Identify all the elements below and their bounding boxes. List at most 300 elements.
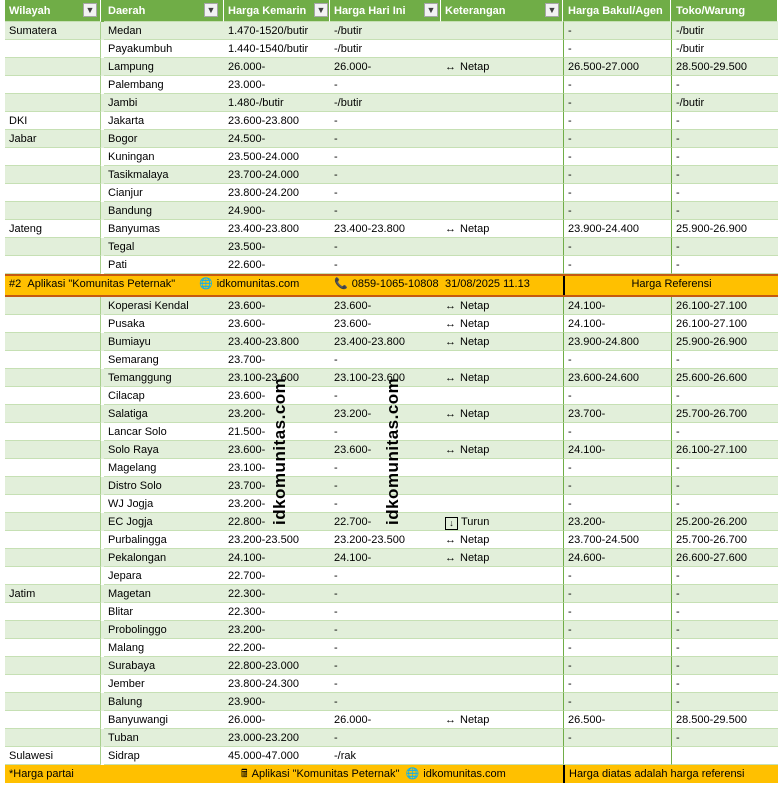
cell-harga-kemarin[interactable]: 26.000- xyxy=(224,711,330,729)
cell-harga-bakul[interactable]: - xyxy=(563,238,671,256)
cell-daerah[interactable]: Tuban xyxy=(104,729,224,747)
cell-toko-warung[interactable]: 25.600-26.600 xyxy=(671,369,778,387)
cell-harga-hari-ini[interactable]: - xyxy=(330,202,441,220)
cell-wilayah[interactable] xyxy=(5,333,101,351)
cell-harga-bakul[interactable]: 24.100- xyxy=(563,441,671,459)
cell-harga-bakul[interactable]: - xyxy=(563,351,671,369)
cell-harga-hari-ini[interactable]: - xyxy=(330,495,441,513)
cell-keterangan[interactable] xyxy=(441,94,563,112)
cell-harga-bakul[interactable]: - xyxy=(563,729,671,747)
cell-toko-warung[interactable]: 26.100-27.100 xyxy=(671,297,778,315)
cell-keterangan[interactable] xyxy=(441,729,563,747)
cell-keterangan[interactable] xyxy=(441,112,563,130)
cell-keterangan[interactable] xyxy=(441,477,563,495)
cell-wilayah[interactable] xyxy=(5,238,101,256)
cell-toko-warung[interactable]: 25.700-26.700 xyxy=(671,405,778,423)
cell-toko-warung[interactable]: - xyxy=(671,459,778,477)
cell-toko-warung[interactable]: 25.900-26.900 xyxy=(671,220,778,238)
cell-toko-warung[interactable]: - xyxy=(671,130,778,148)
cell-keterangan[interactable] xyxy=(441,603,563,621)
cell-harga-kemarin[interactable]: 26.000- xyxy=(224,58,330,76)
cell-daerah[interactable]: Probolinggo xyxy=(104,621,224,639)
cell-harga-bakul[interactable]: - xyxy=(563,621,671,639)
cell-keterangan[interactable] xyxy=(441,567,563,585)
cell-harga-kemarin[interactable]: 23.000- xyxy=(224,76,330,94)
cell-harga-hari-ini[interactable]: - xyxy=(330,639,441,657)
cell-harga-hari-ini[interactable]: - xyxy=(330,603,441,621)
cell-harga-bakul[interactable]: 24.100- xyxy=(563,315,671,333)
cell-toko-warung[interactable]: - xyxy=(671,585,778,603)
cell-harga-kemarin[interactable]: 23.200- xyxy=(224,621,330,639)
cell-wilayah[interactable] xyxy=(5,603,101,621)
cell-daerah[interactable]: Jepara xyxy=(104,567,224,585)
cell-daerah[interactable]: Lampung xyxy=(104,58,224,76)
cell-wilayah[interactable] xyxy=(5,423,101,441)
cell-wilayah[interactable] xyxy=(5,58,101,76)
cell-harga-hari-ini[interactable]: - xyxy=(330,423,441,441)
cell-harga-kemarin[interactable]: 23.400-23.800 xyxy=(224,333,330,351)
cell-harga-bakul[interactable]: - xyxy=(563,166,671,184)
cell-harga-bakul[interactable]: 24.600- xyxy=(563,549,671,567)
cell-toko-warung[interactable]: - xyxy=(671,693,778,711)
cell-harga-kemarin[interactable]: 23.700- xyxy=(224,351,330,369)
cell-wilayah[interactable] xyxy=(5,513,101,531)
cell-wilayah[interactable] xyxy=(5,94,101,112)
cell-harga-kemarin[interactable]: 1.440-1540/butir xyxy=(224,40,330,58)
cell-daerah[interactable]: Payakumbuh xyxy=(104,40,224,58)
cell-toko-warung[interactable]: 28.500-29.500 xyxy=(671,711,778,729)
cell-daerah[interactable]: Lancar Solo xyxy=(104,423,224,441)
cell-harga-bakul[interactable]: 23.900-24.400 xyxy=(563,220,671,238)
cell-wilayah[interactable] xyxy=(5,495,101,513)
cell-harga-bakul[interactable]: 23.700-24.500 xyxy=(563,531,671,549)
cell-harga-bakul[interactable]: 26.500- xyxy=(563,711,671,729)
cell-harga-hari-ini[interactable]: - xyxy=(330,238,441,256)
cell-wilayah[interactable]: DKI xyxy=(5,112,101,130)
cell-harga-bakul[interactable]: - xyxy=(563,693,671,711)
cell-toko-warung[interactable]: - xyxy=(671,639,778,657)
cell-keterangan[interactable] xyxy=(441,166,563,184)
cell-harga-kemarin[interactable]: 23.900- xyxy=(224,693,330,711)
cell-daerah[interactable]: Jambi xyxy=(104,94,224,112)
cell-harga-bakul[interactable]: 23.700- xyxy=(563,405,671,423)
cell-harga-bakul[interactable]: - xyxy=(563,148,671,166)
cell-keterangan[interactable] xyxy=(441,711,563,729)
cell-daerah[interactable]: Purbalingga xyxy=(104,531,224,549)
filter-dropdown-icon[interactable]: ▼ xyxy=(424,3,438,17)
cell-toko-warung[interactable]: 26.100-27.100 xyxy=(671,441,778,459)
cell-harga-kemarin[interactable]: 23.200-23.500 xyxy=(224,531,330,549)
cell-wilayah[interactable] xyxy=(5,184,101,202)
cell-daerah[interactable]: Koperasi Kendal xyxy=(104,297,224,315)
table-row xyxy=(5,657,778,675)
cell-toko-warung[interactable]: - xyxy=(671,387,778,405)
cell-harga-hari-ini[interactable]: -/butir xyxy=(330,22,441,40)
cell-harga-kemarin[interactable]: 22.300- xyxy=(224,603,330,621)
filter-dropdown-icon[interactable]: ▼ xyxy=(204,3,218,17)
cell-harga-bakul[interactable]: - xyxy=(563,94,671,112)
cell-harga-kemarin[interactable]: 23.600- xyxy=(224,297,330,315)
cell-harga-hari-ini[interactable]: 24.100- xyxy=(330,549,441,567)
cell-harga-kemarin[interactable]: 22.300- xyxy=(224,585,330,603)
cell-harga-hari-ini[interactable]: 26.000- xyxy=(330,58,441,76)
cell-keterangan[interactable] xyxy=(441,495,563,513)
cell-toko-warung[interactable]: - xyxy=(671,351,778,369)
cell-harga-bakul[interactable]: - xyxy=(563,112,671,130)
cell-wilayah[interactable] xyxy=(5,369,101,387)
cell-daerah[interactable]: Solo Raya xyxy=(104,441,224,459)
cell-wilayah[interactable] xyxy=(5,202,101,220)
cell-keterangan[interactable] xyxy=(441,747,563,765)
cell-toko-warung[interactable]: - xyxy=(671,603,778,621)
cell-keterangan[interactable] xyxy=(441,315,563,333)
cell-harga-bakul[interactable]: 23.200- xyxy=(563,513,671,531)
cell-harga-kemarin[interactable]: 23.700- xyxy=(224,477,330,495)
cell-wilayah[interactable] xyxy=(5,405,101,423)
filter-dropdown-icon[interactable]: ▼ xyxy=(314,3,328,17)
cell-harga-hari-ini[interactable]: - xyxy=(330,585,441,603)
cell-keterangan[interactable] xyxy=(441,657,563,675)
cell-wilayah[interactable] xyxy=(5,148,101,166)
cell-wilayah[interactable] xyxy=(5,315,101,333)
cell-harga-bakul[interactable]: - xyxy=(563,585,671,603)
cell-keterangan[interactable] xyxy=(441,639,563,657)
cell-harga-hari-ini[interactable]: - xyxy=(330,387,441,405)
cell-wilayah[interactable] xyxy=(5,459,101,477)
cell-harga-bakul[interactable]: 23.900-24.800 xyxy=(563,333,671,351)
cell-harga-bakul[interactable]: - xyxy=(563,76,671,94)
banner-site[interactable]: idkomunitas.com xyxy=(216,278,300,290)
cell-keterangan[interactable] xyxy=(441,220,563,238)
cell-wilayah[interactable] xyxy=(5,351,101,369)
cell-wilayah[interactable] xyxy=(5,567,101,585)
cell-harga-hari-ini[interactable]: - xyxy=(330,621,441,639)
cell-harga-bakul[interactable]: - xyxy=(563,387,671,405)
cell-toko-warung[interactable]: - xyxy=(671,166,778,184)
filter-dropdown-icon[interactable]: ▼ xyxy=(83,3,97,17)
banner-datetime: 31/08/2025 11.13 xyxy=(445,278,530,290)
cell-toko-warung[interactable]: 26.600-27.600 xyxy=(671,549,778,567)
cell-toko-warung[interactable]: - xyxy=(671,112,778,130)
cell-harga-hari-ini[interactable]: - xyxy=(330,567,441,585)
phone-icon: 📞 xyxy=(334,278,348,290)
cell-keterangan[interactable] xyxy=(441,675,563,693)
cell-harga-hari-ini[interactable]: - xyxy=(330,130,441,148)
cell-toko-warung[interactable]: - xyxy=(671,675,778,693)
cell-toko-warung[interactable]: -/butir xyxy=(671,94,778,112)
cell-daerah[interactable]: Bogor xyxy=(104,130,224,148)
cell-keterangan[interactable] xyxy=(441,693,563,711)
cell-harga-kemarin[interactable]: 22.800-23.000 xyxy=(224,657,330,675)
cell-daerah[interactable]: Cilacap xyxy=(104,387,224,405)
cell-harga-hari-ini[interactable]: - xyxy=(330,459,441,477)
footer-app: Aplikasi "Komunitas Peternak" xyxy=(251,768,400,780)
cell-harga-hari-ini[interactable]: - xyxy=(330,166,441,184)
cell-daerah[interactable]: WJ Jogja xyxy=(104,495,224,513)
cell-keterangan[interactable] xyxy=(441,40,563,58)
cell-toko-warung[interactable]: - xyxy=(671,657,778,675)
cell-harga-kemarin[interactable]: 23.200- xyxy=(224,495,330,513)
cell-toko-warung[interactable]: - xyxy=(671,495,778,513)
cell-daerah[interactable]: Magetan xyxy=(104,585,224,603)
cell-harga-hari-ini[interactable]: 23.600- xyxy=(330,297,441,315)
cell-wilayah[interactable] xyxy=(5,729,101,747)
cell-harga-hari-ini[interactable]: - xyxy=(330,351,441,369)
cell-daerah[interactable]: Malang xyxy=(104,639,224,657)
cell-keterangan[interactable] xyxy=(441,441,563,459)
cell-daerah[interactable]: Tasikmalaya xyxy=(104,166,224,184)
cell-harga-hari-ini[interactable]: -/butir xyxy=(330,40,441,58)
cell-toko-warung[interactable]: 25.700-26.700 xyxy=(671,531,778,549)
cell-daerah[interactable]: Surabaya xyxy=(104,657,224,675)
cell-keterangan[interactable] xyxy=(441,405,563,423)
cell-harga-hari-ini[interactable]: 23.200-23.500 xyxy=(330,531,441,549)
cell-harga-kemarin[interactable]: 22.700- xyxy=(224,567,330,585)
cell-keterangan[interactable] xyxy=(441,513,563,531)
cell-harga-hari-ini[interactable]: 23.400-23.800 xyxy=(330,220,441,238)
cell-harga-bakul[interactable]: - xyxy=(563,423,671,441)
cell-keterangan[interactable] xyxy=(441,333,563,351)
cell-harga-bakul[interactable]: - xyxy=(563,256,671,274)
cell-keterangan[interactable] xyxy=(441,549,563,567)
cell-wilayah[interactable]: Sumatera xyxy=(5,22,101,40)
cell-toko-warung[interactable] xyxy=(671,747,778,765)
cell-keterangan[interactable] xyxy=(441,387,563,405)
cell-keterangan[interactable] xyxy=(441,585,563,603)
cell-wilayah[interactable] xyxy=(5,477,101,495)
cell-harga-bakul[interactable]: - xyxy=(563,130,671,148)
cell-keterangan[interactable] xyxy=(441,621,563,639)
cell-harga-kemarin[interactable]: 22.200- xyxy=(224,639,330,657)
cell-harga-kemarin[interactable]: 23.800-24.300 xyxy=(224,675,330,693)
cell-harga-bakul[interactable]: - xyxy=(563,495,671,513)
cell-harga-kemarin[interactable]: 23.700-24.000 xyxy=(224,166,330,184)
cell-toko-warung[interactable]: - xyxy=(671,238,778,256)
cell-harga-hari-ini[interactable]: - xyxy=(330,675,441,693)
info-banner xyxy=(5,274,778,297)
header-row xyxy=(5,0,778,22)
cell-harga-hari-ini[interactable]: 23.100-23.600 xyxy=(330,369,441,387)
cell-keterangan[interactable] xyxy=(441,58,563,76)
cell-wilayah[interactable] xyxy=(5,531,101,549)
cell-wilayah[interactable] xyxy=(5,40,101,58)
cell-harga-kemarin[interactable]: 24.900- xyxy=(224,202,330,220)
cell-daerah[interactable]: Pati xyxy=(104,256,224,274)
cell-daerah[interactable]: Blitar xyxy=(104,603,224,621)
cell-toko-warung[interactable]: - xyxy=(671,621,778,639)
cell-toko-warung[interactable]: 28.500-29.500 xyxy=(671,58,778,76)
cell-wilayah[interactable] xyxy=(5,639,101,657)
cell-wilayah[interactable] xyxy=(5,657,101,675)
cell-harga-bakul[interactable]: 24.100- xyxy=(563,297,671,315)
cell-wilayah[interactable] xyxy=(5,621,101,639)
cell-daerah[interactable]: Magelang xyxy=(104,459,224,477)
cell-harga-hari-ini[interactable]: - xyxy=(330,76,441,94)
cell-harga-bakul[interactable]: - xyxy=(563,184,671,202)
cell-harga-hari-ini[interactable]: 23.200- xyxy=(330,405,441,423)
cell-toko-warung[interactable]: 26.100-27.100 xyxy=(671,315,778,333)
cell-toko-warung[interactable]: 25.900-26.900 xyxy=(671,333,778,351)
cell-daerah[interactable]: Distro Solo xyxy=(104,477,224,495)
cell-harga-bakul[interactable]: - xyxy=(563,567,671,585)
cell-toko-warung[interactable]: - xyxy=(671,477,778,495)
cell-harga-kemarin[interactable]: 45.000-47.000 xyxy=(224,747,330,765)
cell-toko-warung[interactable]: -/butir xyxy=(671,22,778,40)
cell-harga-bakul[interactable]: - xyxy=(563,459,671,477)
cell-harga-hari-ini[interactable]: - xyxy=(330,693,441,711)
cell-harga-kemarin[interactable]: 23.100-23.600 xyxy=(224,369,330,387)
cell-daerah[interactable]: Pekalongan xyxy=(104,549,224,567)
cell-harga-kemarin[interactable]: 23.600-23.800 xyxy=(224,112,330,130)
page-number: #2 xyxy=(9,278,22,290)
cell-keterangan[interactable] xyxy=(441,297,563,315)
cell-harga-kemarin[interactable]: 1.480-/butir xyxy=(224,94,330,112)
cell-daerah[interactable]: Bandung xyxy=(104,202,224,220)
cell-daerah[interactable]: Kuningan xyxy=(104,148,224,166)
cell-keterangan[interactable] xyxy=(441,256,563,274)
cell-daerah[interactable]: Semarang xyxy=(104,351,224,369)
cell-harga-kemarin[interactable]: 21.500- xyxy=(224,423,330,441)
cell-keterangan[interactable] xyxy=(441,238,563,256)
cell-keterangan[interactable] xyxy=(441,351,563,369)
cell-harga-hari-ini[interactable]: 22.700- xyxy=(330,513,441,531)
arrow-left-right-icon: ↔ xyxy=(445,408,456,420)
cell-harga-kemarin[interactable]: 23.400-23.800 xyxy=(224,220,330,238)
footer-site[interactable]: idkomunitas.com xyxy=(423,768,506,780)
cell-harga-kemarin[interactable]: 23.500- xyxy=(224,238,330,256)
cell-harga-hari-ini[interactable]: - xyxy=(330,729,441,747)
cell-harga-kemarin[interactable]: 23.800-24.200 xyxy=(224,184,330,202)
cell-keterangan[interactable] xyxy=(441,148,563,166)
cell-keterangan[interactable] xyxy=(441,423,563,441)
cell-keterangan[interactable] xyxy=(441,202,563,220)
cell-harga-hari-ini[interactable]: 23.600- xyxy=(330,315,441,333)
cell-daerah[interactable]: Sidrap xyxy=(104,747,224,765)
cell-harga-kemarin[interactable]: 23.600- xyxy=(224,315,330,333)
cell-daerah[interactable]: Banyuwangi xyxy=(104,711,224,729)
cell-harga-hari-ini[interactable]: 26.000- xyxy=(330,711,441,729)
cell-daerah[interactable]: Balung xyxy=(104,693,224,711)
cell-harga-bakul[interactable]: - xyxy=(563,477,671,495)
cell-daerah[interactable]: Jember xyxy=(104,675,224,693)
cell-harga-bakul[interactable]: - xyxy=(563,657,671,675)
cell-wilayah[interactable] xyxy=(5,387,101,405)
cell-keterangan[interactable] xyxy=(441,130,563,148)
cell-toko-warung[interactable]: - xyxy=(671,729,778,747)
cell-toko-warung[interactable]: - xyxy=(671,76,778,94)
cell-daerah[interactable]: Tegal xyxy=(104,238,224,256)
cell-keterangan[interactable] xyxy=(441,531,563,549)
cell-keterangan[interactable] xyxy=(441,22,563,40)
cell-harga-bakul[interactable]: - xyxy=(563,202,671,220)
cell-daerah[interactable]: Palembang xyxy=(104,76,224,94)
cell-harga-kemarin[interactable]: 23.100- xyxy=(224,459,330,477)
cell-harga-bakul[interactable]: - xyxy=(563,603,671,621)
arrow-left-right-icon: ↔ xyxy=(445,300,456,312)
cell-harga-hari-ini[interactable]: - xyxy=(330,477,441,495)
cell-harga-bakul[interactable]: - xyxy=(563,675,671,693)
cell-harga-bakul[interactable]: - xyxy=(563,40,671,58)
cell-harga-kemarin[interactable]: 1.470-1520/butir xyxy=(224,22,330,40)
cell-harga-hari-ini[interactable]: -/rak xyxy=(330,747,441,765)
cell-harga-hari-ini[interactable]: - xyxy=(330,184,441,202)
cell-daerah[interactable]: Cianjur xyxy=(104,184,224,202)
cell-harga-hari-ini[interactable]: - xyxy=(330,657,441,675)
cell-toko-warung[interactable]: -/butir xyxy=(671,40,778,58)
cell-wilayah[interactable] xyxy=(5,166,101,184)
cell-harga-kemarin[interactable]: 24.100- xyxy=(224,549,330,567)
cell-daerah[interactable]: Medan xyxy=(104,22,224,40)
cell-daerah[interactable]: Bumiayu xyxy=(104,333,224,351)
cell-daerah[interactable]: EC Jogja xyxy=(104,513,224,531)
cell-wilayah[interactable] xyxy=(5,441,101,459)
cell-harga-kemarin[interactable]: 23.600- xyxy=(224,387,330,405)
cell-harga-kemarin[interactable]: 22.600- xyxy=(224,256,330,274)
cell-harga-hari-ini[interactable]: - xyxy=(330,148,441,166)
cell-toko-warung[interactable]: - xyxy=(671,567,778,585)
cell-toko-warung[interactable]: - xyxy=(671,256,778,274)
cell-harga-kemarin[interactable]: 23.200- xyxy=(224,405,330,423)
keterangan-label: Netap xyxy=(460,223,490,235)
cell-toko-warung[interactable]: 25.200-26.200 xyxy=(671,513,778,531)
cell-daerah[interactable]: Salatiga xyxy=(104,405,224,423)
cell-harga-kemarin[interactable]: 22.800- xyxy=(224,513,330,531)
cell-wilayah[interactable]: Jateng xyxy=(5,220,101,238)
cell-harga-hari-ini[interactable]: - xyxy=(330,256,441,274)
cell-wilayah[interactable] xyxy=(5,675,101,693)
arrow-left-right-icon: ↔ xyxy=(445,223,456,235)
cell-harga-bakul[interactable]: 23.600-24.600 xyxy=(563,369,671,387)
cell-harga-hari-ini[interactable]: - xyxy=(330,112,441,130)
cell-harga-hari-ini[interactable]: -/butir xyxy=(330,94,441,112)
cell-harga-bakul[interactable] xyxy=(563,747,671,765)
cell-harga-hari-ini[interactable]: 23.400-23.800 xyxy=(330,333,441,351)
cell-keterangan[interactable] xyxy=(441,369,563,387)
cell-harga-kemarin[interactable]: 23.500-24.000 xyxy=(224,148,330,166)
cell-harga-kemarin[interactable]: 23.600- xyxy=(224,441,330,459)
cell-harga-hari-ini[interactable]: 23.600- xyxy=(330,441,441,459)
cell-daerah[interactable]: Pusaka xyxy=(104,315,224,333)
cell-harga-bakul[interactable]: - xyxy=(563,639,671,657)
cell-keterangan[interactable] xyxy=(441,76,563,94)
cell-wilayah[interactable] xyxy=(5,256,101,274)
cell-daerah[interactable]: Jakarta xyxy=(104,112,224,130)
cell-toko-warung[interactable]: - xyxy=(671,184,778,202)
cell-wilayah[interactable] xyxy=(5,76,101,94)
cell-wilayah[interactable]: Sulawesi xyxy=(5,747,101,765)
watermark-text: idkomunitas.com xyxy=(270,377,289,525)
cell-keterangan[interactable] xyxy=(441,459,563,477)
cell-toko-warung[interactable]: - xyxy=(671,423,778,441)
cell-harga-kemarin[interactable]: 24.500- xyxy=(224,130,330,148)
cell-wilayah[interactable]: Jatim xyxy=(5,585,101,603)
cell-wilayah[interactable] xyxy=(5,297,101,315)
cell-keterangan[interactable] xyxy=(441,184,563,202)
table-row xyxy=(5,315,778,333)
cell-toko-warung[interactable]: - xyxy=(671,148,778,166)
cell-wilayah[interactable] xyxy=(5,711,101,729)
cell-daerah[interactable]: Banyumas xyxy=(104,220,224,238)
cell-wilayah[interactable] xyxy=(5,549,101,567)
cell-wilayah[interactable] xyxy=(5,693,101,711)
cell-harga-kemarin[interactable]: 23.000-23.200 xyxy=(224,729,330,747)
cell-harga-bakul[interactable]: 26.500-27.000 xyxy=(563,58,671,76)
cell-harga-bakul[interactable]: - xyxy=(563,22,671,40)
cell-daerah[interactable]: Temanggung xyxy=(104,369,224,387)
cell-wilayah[interactable]: Jabar xyxy=(5,130,101,148)
filter-dropdown-icon[interactable]: ▼ xyxy=(545,3,559,17)
cell-toko-warung[interactable]: - xyxy=(671,202,778,220)
